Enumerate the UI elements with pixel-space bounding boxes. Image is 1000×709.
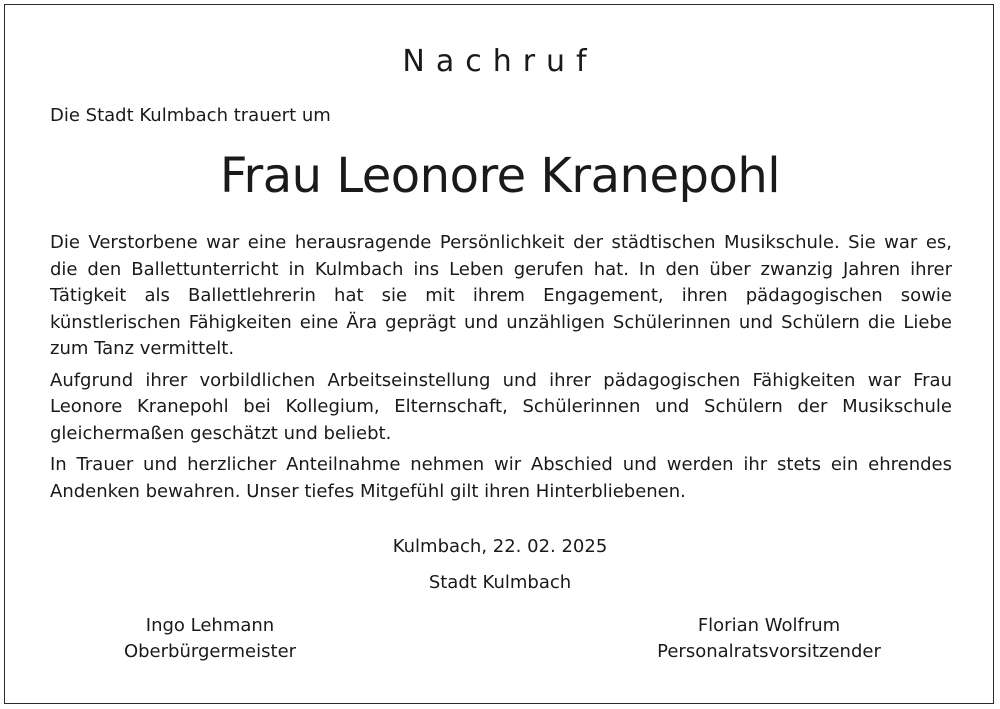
signer-name: Florian Wolfrum — [697, 615, 841, 636]
intro-line: Die Stadt Kulmbach trauert um — [50, 105, 331, 126]
signer-name: Ingo Lehmann — [145, 615, 275, 636]
body-paragraph: In Trauer und herzlicher Anteilnahme nehmen wir Abschied und werden ihr stets ein ehrendes Andenken bewahren. Unser tiefes Mitgefühl gilt ihren Hinterbliebenen. — [50, 454, 952, 502]
deceased-name: Frau Leonore Kranepohl — [219, 148, 781, 204]
signer-title: Personalratsvorsitzender — [657, 641, 881, 662]
notice-body — [50, 230, 952, 510]
signer-staff-council — [646, 613, 892, 665]
notice-heading: Nachruf — [402, 44, 598, 79]
body-paragraph: Aufgrund ihrer vorbildlichen Arbeitseinstellung und ihrer pädagogischen Fähigkeiten war Frau Leonore Kranepohl bei Kollegium, Elternschaft, Schülerinnen und Schülern der Musikschule gleichermaßen geschätzt und beliebt. — [50, 369, 952, 444]
signer-mayor — [90, 613, 330, 665]
organization-name: Stadt Kulmbach — [428, 572, 572, 593]
signer-title: Oberbürgermeister — [123, 641, 297, 662]
body-paragraph: Die Verstorbene war eine herausragende Persönlichkeit der städtischen Musikschule. Sie war es, die den Ballettunterricht in Kulmbach ins Leben gerufen hat. In den über zwanzig Jahren ihrer Tätigkeit als Ballettlehrerin hat sie mit ihrem Engagement, ihren pädagogischen sowie künstlerischen Fähigkeiten eine Ära geprägt und unzähligen Schülerinnen und Schülern die Liebe zum Tanz vermittelt. — [50, 232, 952, 359]
place-date: Kulmbach, 22. 02. 2025 — [392, 536, 608, 557]
